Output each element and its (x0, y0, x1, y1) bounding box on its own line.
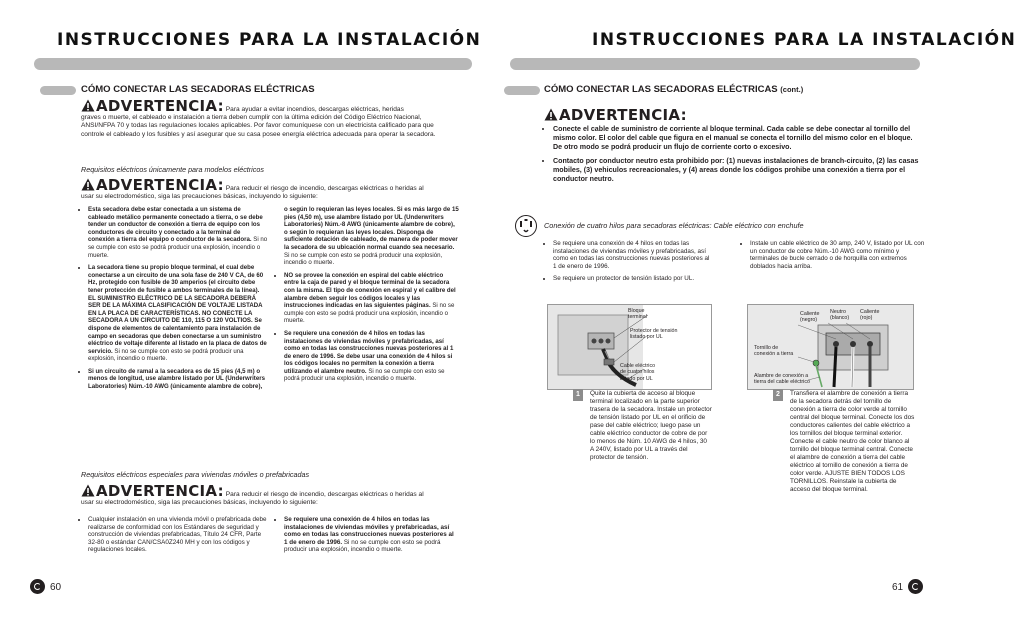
title-bar (510, 58, 920, 70)
warning-icon (544, 108, 558, 121)
warning-label: ADVERTENCIA: (96, 97, 224, 115)
section-marker (40, 86, 76, 95)
page-title: INSTRUCCIONES PARA LA INSTALACIÓN (57, 30, 482, 50)
list-item: • La secadora tiene su propio bloque terminal, el cual debe conectarse a un circuito de una sola fase de 240 V CA, de 60 Hz, protegido con fusible de 30 amperios (el circuito debe tener protección de fusible a ambos terminales de la línea). EL SUMINISTRO ELÉCTRICO DE LA SECADORA DEBERÁ SER DE LA MÁXIMA CLASIFICACIÓN DE VOLTAJE LISTADA EN LA PLACA DE CARACTERÍSTICAS. NO CONECTE LA SECADORA A UN CIRCUITO DE 110, 115 O 120 VOLTIOS. Se dispone de elementos de calentamiento para instalación de campo en secadoras que deben conectarse a un suministro eléctrico de voltaje diferente al listado en la placa de datos de servicio. Si no se cumple con esto se podrá producir una explosión, incendio o muerte. (88, 264, 268, 363)
warning-body: graves o muerte, el cableado e instalación a tierra deben cumplir con la última edición del Código Eléctrico Nacional, ANSI/NFPA 70 y todas las regulaciones locales aplicables. Por favor comuníquese con un electricista calificado para que controle el cableado y los fusibles y así asegurar que su casa posee energía eléctrica adecuada para operar la secadora. (81, 114, 436, 138)
list-item: o según lo requieran las leyes locales. Si es más largo de 15 pies (4,50 m), use alambre listado por UL (Underwriters Laboratories) Núm.-8 AWG (únicamente alambre de cobre), o según lo requieran las leyes locales. Disponga de suficiente dotación de cableado, de manera de poder mover la secadora de su ubicación normal cuando sea necesario. Si no se cumple con esto se podrá producir una explosión, incendio o muerte. (284, 206, 459, 267)
warning-label: ADVERTENCIA: (559, 106, 687, 124)
step-number: 1 (573, 389, 583, 401)
step-1-text: Quite la cubierta de acceso al bloque terminal localizado en la parte superior trasera de la secadora. Instale un protector de tensión listado por UL en el orificio de pase del cable eléctrico; luego pase un cable eléctrico conductor de cobre de por lo menos de Núm. 10 AWG de 4 hilos, 30 A 240V, listado por UL a través del protector de tensión. (590, 390, 712, 461)
four-prong-outlet-icon (515, 215, 537, 237)
list-item: • Instale un cable eléctrico de 30 amp, 240 V, listado por UL con un conductor de cobre Núm.-10 AWG como mínimo y terminales de bucle cerrado o de horquilla con extremos doblados hacia arriba. (750, 240, 925, 270)
warning-body: usar su electrodoméstico, siga las precauciones básicas, incluyendo lo siguiente: (81, 499, 318, 507)
hot-red-callout: Caliente (rojo) (860, 309, 880, 322)
step-number: 2 (773, 389, 783, 401)
ground-screw-callout: Tornillo de conexión a tierra (754, 345, 794, 358)
warning-icon (81, 178, 95, 191)
list-item: • Cualquier instalación en una vivienda móvil o prefabricada debe realizarse de conformidad con los Estándares de seguridad y construcción de viviendas prefabricadas, Título 24 CFR, Parte 32-80 o estándar CAN/CSA0Z240 MH y con los códigos y regulaciones locales. (88, 516, 268, 554)
warning-block-1 (81, 99, 451, 139)
requirements-list-col2 (275, 206, 459, 388)
terminal-block-callout: Bloque terminal (628, 308, 647, 321)
list-item: • NO se provee la conexión en espiral del cable eléctrico entre la caja de pared y el bloque terminal de la secadora con la misma. El tipo de conexión en espiral y el calibre del alambre deben seguir los códigos locales y las instrucciones indicadas en las siguientes páginas. Si no se cumple con esto se podrá producir una explosión, incendio o muerte. (284, 272, 459, 325)
page-number: 60 (50, 582, 62, 593)
step-2-text: Transfiera el alambre de conexión a tierra de la secadora detrás del tornillo de conexión a tierra de color verde al tornillo central del bloque terminal. Conecte los dos conductores calientes del cable eléctrico a los tornillos del bloque terminal exterior. Conecte el cable neutro de color blanco al tornillo del bloque terminal central. Conecte el alambre de conexión a tierra del cable eléctrico al tornillo de conexión a tierra de color verde. AJUSTE BIEN TODOS LOS TORNILLOS. Reinstale la cubierta de acceso del bloque terminal. (790, 390, 915, 493)
strain-relief-callout: Protector de tensión listado por UL (630, 328, 678, 341)
warning-label: ADVERTENCIA: (96, 176, 224, 194)
list-item: • Se requiere una conexión de 4 hilos en todas las instalaciones de viviendas móviles y prefabricadas, así como en todas las construcciones nuevas posteriores al 1 de enero de 1996. (553, 240, 713, 270)
neutral-white-callout: Neutro (blanco) (830, 309, 850, 322)
warning-body: usar su electrodoméstico, siga las precauciones básicas, incluyendo lo siguiente: (81, 193, 318, 201)
warning-label: ADVERTENCIA: (96, 482, 224, 500)
mobile-list-col1 (79, 516, 268, 559)
warning-block-2 (81, 178, 456, 201)
left-page (0, 0, 482, 625)
list-item: • Se requiere una conexión de 4 hilos en todas las instalaciones de viviendas móviles y prefabricadas, así como en todas las construcciones nuevas posteriores al 1 de enero de 1996. Se debe usar una conexión de 4 hilos si los códigos locales no permiten la conexión a tierra utilizando el alambre neutro. Si no se cumple con esto se podrá producir una explosión, incendio o muerte. (284, 330, 459, 383)
list-item: • Esta secadora debe estar conectada a un sistema de cableado metálico permanente conectado a tierra, o se debe tender un conductor de conexión a tierra de equipo con los conductores de circuito y conectado a la terminal de conexión a tierra del equipo o conductor de la secadora. Si no se cumple con esto se podrá producir una explosión, incendio o muerte. (88, 206, 268, 259)
four-wire-list-left (544, 240, 713, 288)
section-heading: CÓMO CONECTAR LAS SECADORAS ELÉCTRICAS (cont.) (544, 84, 804, 95)
page-title: INSTRUCCIONES PARA LA INSTALACIÓN (592, 30, 1016, 50)
four-wire-list-right (741, 240, 925, 275)
subheading-electric-models: Requisitos eléctricos únicamente para modelos eléctricos (81, 165, 264, 174)
lg-logo-icon (908, 579, 923, 594)
page-number: 61 (892, 582, 904, 593)
title-bar (34, 58, 472, 70)
strain-relief-diagram (547, 304, 712, 390)
list-item: • Conecte el cable de suministro de corriente al bloque terminal. Cada cable se debe conectar al tornillo del mismo color. El color del cable que figura en el manual se conecta el tornillo del mismo color en el bloque. De otro modo se podrá producir un flujo de corriente corto o excesivo. (553, 125, 923, 152)
warning-heading (544, 106, 687, 125)
warning-list (544, 125, 923, 188)
subheading-mobile-homes: Requisitos eléctricos especiales para viviendas móviles o prefabricadas (81, 470, 310, 479)
list-item: • Contacto por conductor neutro esta prohibido por: (1) nuevas instalaciones de branch-circuito, (2) las casas mobiles, (3) vehiculos recreacionales, y (4) areas donde los códigos prohibe una conexión a tierra por el conductor neutro. (553, 157, 923, 184)
requirements-list-col1 (79, 206, 268, 396)
mobile-list-col2 (275, 516, 454, 559)
lg-logo-icon (30, 579, 45, 594)
section-heading: CÓMO CONECTAR LAS SECADORAS ELÉCTRICAS (81, 84, 315, 95)
warning-icon (81, 99, 95, 112)
ground-wire-callout: Alambre de conexión a tierra del cable eléctrico (754, 373, 810, 386)
section-marker (504, 86, 540, 95)
right-page (477, 0, 1016, 625)
power-cord-callout: Cable eléctrico de cuatro hilos listado por UL (620, 363, 656, 382)
four-wire-subheading: Conexión de cuatro hilos para secadoras eléctricas: Cable eléctrico con enchufe (544, 221, 804, 230)
warning-lead: Para reducir el riesgo de incendio, descargas eléctricas o heridas al (225, 185, 424, 192)
warning-lead: Para ayudar a evitar incendios, descargas eléctricas, heridas (225, 106, 404, 113)
list-item: • Se requiere una conexión de 4 hilos en todas las instalaciones de viviendas móviles y prefabricadas, así como en todas las construcciones nuevas posteriores al 1 de enero de 1996. Si no se cumple con esto se podrá producir una explosión, incendio o muerte. (284, 516, 454, 554)
warning-lead: Para reducir el riesgo de incendio, descargas eléctricas o heridas al (225, 491, 424, 498)
terminal-wiring-diagram (747, 304, 914, 390)
hot-black-callout: Caliente (negro) (800, 311, 820, 324)
list-item: • Si un circuito de ramal a la secadora es de 15 pies (4,5 m) o menos de longitud, use alambre listado por UL (Underwriters Laboratories) Núm.-10 AWG (únicamente alambre de cobre), (88, 368, 268, 391)
warning-icon (81, 484, 95, 497)
warning-block-3 (81, 484, 456, 507)
list-item: • Se requiere un protector de tensión listado por UL. (553, 275, 713, 283)
